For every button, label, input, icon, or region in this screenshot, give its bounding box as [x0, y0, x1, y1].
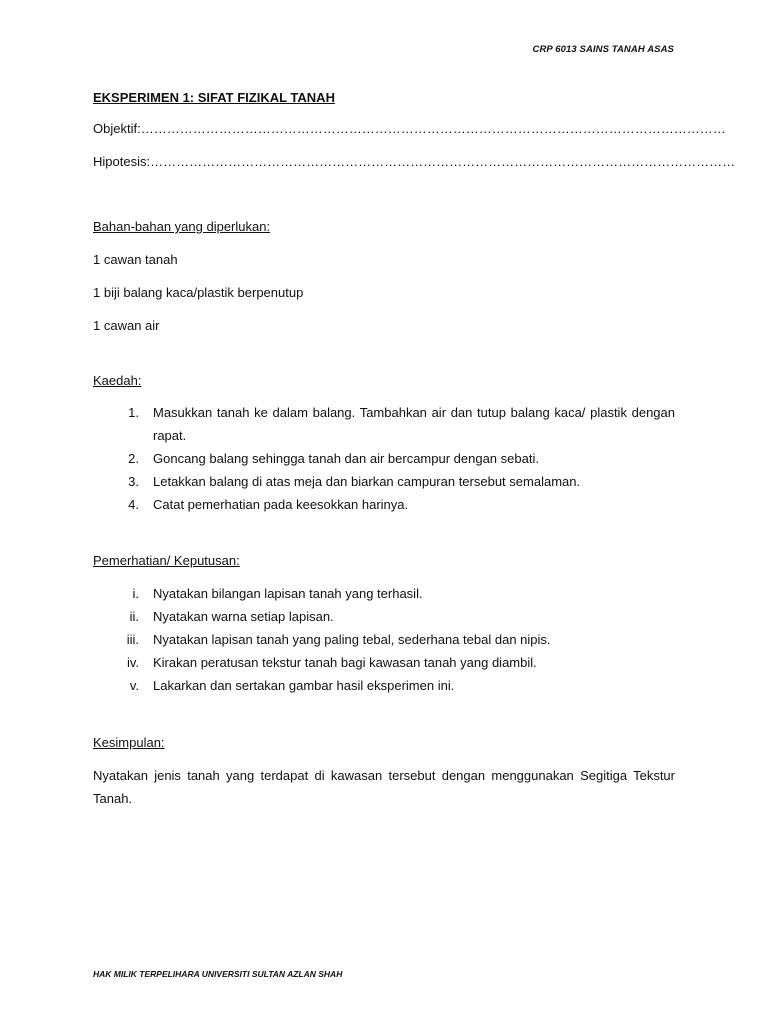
conclusion-heading: Kesimpulan:: [93, 735, 165, 750]
observation-list: [93, 582, 675, 697]
step-text: Goncang balang sehingga tanah dan air bercampur dengan sebati.: [153, 451, 539, 466]
method-step: [93, 470, 675, 493]
step-number: 1.: [128, 405, 139, 420]
observation-item: [93, 674, 675, 697]
item-text: Nyatakan bilangan lapisan tanah yang terhasil.: [153, 586, 423, 601]
header-course-code: CRP 6013 SAINS TANAH ASAS: [532, 44, 674, 55]
observation-item: [93, 651, 675, 674]
step-number: 4.: [128, 497, 139, 512]
hypothesis-label: Hipotesis:: [93, 154, 151, 169]
hypothesis-line: [93, 150, 736, 173]
step-text: Letakkan balang di atas meja dan biarkan campuran tersebut semalaman.: [153, 474, 581, 489]
item-text: Lakarkan dan sertakan gambar hasil eksperimen ini.: [153, 678, 455, 693]
experiment-title: EKSPERIMEN 1: SIFAT FIZIKAL TANAH: [93, 90, 335, 105]
method-steps-list: [93, 401, 675, 516]
materials-heading: Bahan-bahan yang diperlukan:: [93, 219, 271, 234]
item-numeral: v.: [129, 678, 139, 693]
observation-item: [93, 582, 675, 605]
item-text: Nyatakan warna setiap lapisan.: [153, 609, 334, 624]
objective-line: [93, 117, 726, 140]
method-step: [93, 401, 675, 447]
method-step: [93, 493, 675, 516]
step-text: Catat pemerhatian pada keesokkan harinya.: [153, 497, 409, 512]
observation-heading: Pemerhatian/ Keputusan:: [93, 553, 240, 568]
item-text: Nyatakan lapisan tanah yang paling tebal, sederhana tebal dan nipis.: [153, 632, 551, 647]
material-item: 1 cawan air: [93, 318, 160, 333]
item-numeral: iv.: [126, 655, 139, 670]
observation-item: [93, 605, 675, 628]
objective-label: Objektif:: [93, 121, 141, 136]
step-text: Masukkan tanah ke dalam balang. Tambahkan air dan tutup balang kaca/ plastik dengan rapat.: [153, 405, 675, 443]
item-text: Kirakan peratusan tekstur tanah bagi kawasan tanah yang diambil.: [153, 655, 537, 670]
method-step: [93, 447, 675, 470]
conclusion-text: Nyatakan jenis tanah yang terdapat di kawasan tersebut dengan menggunakan Segitiga Tekstur Tanah.: [93, 768, 675, 806]
item-numeral: ii.: [129, 609, 139, 624]
objective-blank: ………………………………………………………………………………………………………………………: [140, 121, 726, 136]
item-numeral: iii.: [126, 632, 139, 647]
material-item: 1 biji balang kaca/plastik berpenutup: [93, 285, 304, 300]
observation-item: [93, 628, 675, 651]
hypothesis-blank: ………………………………………………………………………………………………………………………: [150, 154, 736, 169]
document-body: [93, 86, 736, 810]
material-item: 1 cawan tanah: [93, 252, 178, 267]
method-heading: Kaedah:: [93, 373, 142, 388]
item-numeral: i.: [132, 586, 139, 601]
footer-copyright: HAK MILIK TERPELIHARA UNIVERSITI SULTAN AZLAN SHAH: [93, 969, 343, 979]
step-number: 3.: [128, 474, 139, 489]
step-number: 2.: [128, 451, 139, 466]
